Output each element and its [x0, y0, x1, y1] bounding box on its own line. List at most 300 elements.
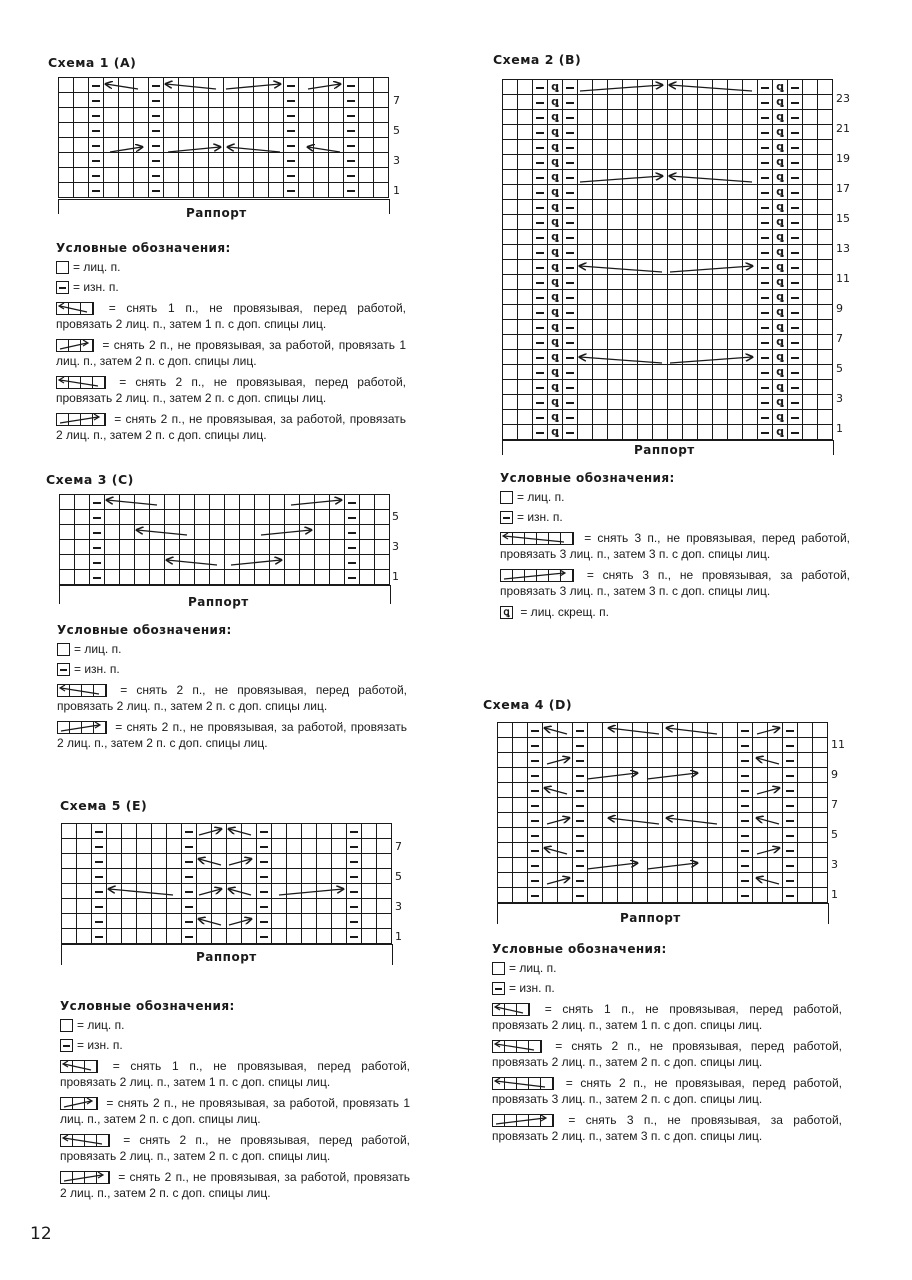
purl-cell [788, 350, 803, 365]
knit-cell [803, 320, 818, 335]
knit-cell [242, 869, 257, 884]
purl-cell [533, 215, 548, 230]
knit-cell [317, 824, 332, 839]
knit-cell [713, 365, 728, 380]
knit-cell [107, 824, 122, 839]
knit-cell [633, 723, 648, 738]
knit-cell [104, 168, 119, 183]
knit-cell [638, 365, 653, 380]
chart-row [62, 914, 392, 929]
purl-cell [788, 170, 803, 185]
knit-cell [362, 869, 377, 884]
knit-cell [768, 798, 783, 813]
chart-row [503, 110, 833, 125]
knit-cell [74, 123, 89, 138]
knit-cell [518, 200, 533, 215]
knit-cell [713, 200, 728, 215]
knit-cell [633, 783, 648, 798]
chart-row [60, 570, 390, 585]
knit-cell [180, 570, 195, 585]
knit-cell [708, 828, 723, 843]
knit-cell [798, 783, 813, 798]
knit-cell [713, 215, 728, 230]
row-number: 5 [395, 870, 402, 883]
knit-cell [77, 824, 92, 839]
row-number: 1 [392, 570, 399, 583]
knit-cell [503, 80, 518, 95]
knit-cell [603, 843, 618, 858]
purl-cell [563, 185, 578, 200]
row-number: 5 [392, 510, 399, 523]
purl-cell [758, 200, 773, 215]
knit-cell [818, 260, 833, 275]
knit-cell [498, 813, 513, 828]
knit-cell [698, 110, 713, 125]
knit-cell [330, 495, 345, 510]
purl-cell [533, 155, 548, 170]
twisted-knit-cell: ꝗ [548, 260, 563, 275]
chart-row [60, 495, 390, 510]
knit-cell [179, 168, 194, 183]
purl-cell [284, 183, 299, 198]
knit-cell [603, 858, 618, 873]
knit-cell [543, 813, 558, 828]
purl-cell [90, 525, 105, 540]
knit-cell [728, 230, 743, 245]
chart-row [498, 813, 828, 828]
knit-cell [633, 798, 648, 813]
knit-cell [518, 80, 533, 95]
knit-cell [593, 395, 608, 410]
knit-cell [653, 380, 668, 395]
knit-cell [623, 290, 638, 305]
knit-cell [713, 275, 728, 290]
knit-cell [603, 828, 618, 843]
knit-cell [698, 215, 713, 230]
knit-cell [314, 183, 329, 198]
knit-cell [608, 95, 623, 110]
knit-cell [558, 783, 573, 798]
knit-cell [317, 854, 332, 869]
knit-cell [663, 888, 678, 903]
chart-row [503, 380, 833, 395]
knit-stitch-icon [56, 261, 69, 274]
knit-cell [227, 884, 242, 899]
knit-cell [375, 510, 390, 525]
knit-cell [134, 108, 149, 123]
knit-cell [798, 768, 813, 783]
knit-cell [272, 914, 287, 929]
purl-cell [533, 110, 548, 125]
knit-cell [513, 873, 528, 888]
purl-cell [783, 828, 798, 843]
knit-cell [713, 260, 728, 275]
chart-row [498, 798, 828, 813]
knit-cell [588, 843, 603, 858]
knit-cell [374, 78, 389, 93]
purl-cell [758, 95, 773, 110]
knit-cell [593, 260, 608, 275]
knit-cell [558, 888, 573, 903]
row-number: 11 [831, 738, 845, 751]
knit-cell [330, 525, 345, 540]
row-number: 7 [393, 94, 400, 107]
purl-cell [90, 570, 105, 585]
purl-cell [788, 80, 803, 95]
twisted-knit-cell: ꝗ [773, 275, 788, 290]
knit-cell [588, 828, 603, 843]
knit-cell [803, 215, 818, 230]
knit-cell [269, 138, 284, 153]
knit-cell [135, 540, 150, 555]
knit-cell [668, 425, 683, 440]
knit-cell [653, 335, 668, 350]
purl-cell [347, 824, 362, 839]
knit-cell [167, 839, 182, 854]
purl-cell [92, 929, 107, 944]
purl-cell [783, 873, 798, 888]
purl-cell [89, 153, 104, 168]
purl-cell [783, 798, 798, 813]
purl-cell [92, 839, 107, 854]
purl-cell [345, 570, 360, 585]
legend-item-cable-2-1-right: = снять 2 п., не провязывая, за работой, провязать 1 лиц. п., затем 2 п. с доп. спицы лиц. [60, 1095, 410, 1126]
knit-cell [623, 260, 638, 275]
knit-cell [212, 914, 227, 929]
knit-cell [107, 854, 122, 869]
purl-cell [89, 168, 104, 183]
purl-cell [533, 425, 548, 440]
purl-cell [528, 873, 543, 888]
purl-cell [344, 78, 359, 93]
rapport-label: Раппорт [188, 595, 249, 609]
knit-cell [77, 839, 92, 854]
knit-cell [224, 93, 239, 108]
knit-cell [209, 168, 224, 183]
knit-cell [498, 798, 513, 813]
knit-cell [329, 153, 344, 168]
knit-cell [134, 78, 149, 93]
purl-stitch-icon [492, 982, 505, 995]
knit-cell [255, 495, 270, 510]
purl-cell [758, 290, 773, 305]
knit-cell [287, 929, 302, 944]
knit-cell [633, 828, 648, 843]
knit-cell [593, 215, 608, 230]
knit-cell [503, 95, 518, 110]
knit-cell [104, 93, 119, 108]
purl-cell [92, 899, 107, 914]
knit-cell [663, 858, 678, 873]
knit-cell [698, 230, 713, 245]
twisted-knit-cell: ꝗ [548, 125, 563, 140]
knit-cell [648, 723, 663, 738]
legend-item-cable-2-2-left: = снять 2 п., не провязывая, перед работой, провязать 2 лиц. п., затем 2 п. с доп. спицы лиц. [57, 682, 407, 713]
purl-cell [738, 738, 753, 753]
knit-cell [668, 245, 683, 260]
knit-cell [608, 140, 623, 155]
knit-cell [272, 854, 287, 869]
knit-cell [803, 275, 818, 290]
knit-cell [683, 110, 698, 125]
purl-cell [738, 843, 753, 858]
knit-cell [503, 185, 518, 200]
knit-cell [332, 824, 347, 839]
knit-cell [302, 824, 317, 839]
knit-cell [254, 108, 269, 123]
knit-cell [360, 540, 375, 555]
row-number: 9 [831, 768, 838, 781]
knit-cell [663, 798, 678, 813]
purl-cell [758, 155, 773, 170]
purl-cell [563, 275, 578, 290]
chart-row [59, 108, 389, 123]
knit-cell [498, 723, 513, 738]
knit-cell [359, 108, 374, 123]
knit-cell [558, 828, 573, 843]
purl-cell [758, 350, 773, 365]
purl-cell [182, 869, 197, 884]
purl-cell [182, 929, 197, 944]
knit-cell [683, 335, 698, 350]
knit-cell [119, 153, 134, 168]
purl-cell [788, 185, 803, 200]
knit-cell [543, 888, 558, 903]
knit-cell [723, 753, 738, 768]
knit-cell [578, 95, 593, 110]
knit-cell [374, 153, 389, 168]
cable-right-3-icon [60, 1097, 98, 1110]
knit-cell [225, 555, 240, 570]
purl-cell [758, 275, 773, 290]
legend-item-purl: = изн. п. [56, 279, 406, 296]
knit-cell [743, 155, 758, 170]
knit-cell [317, 929, 332, 944]
row-number: 1 [836, 422, 843, 435]
purl-cell [563, 395, 578, 410]
purl-cell [788, 215, 803, 230]
knit-cell [698, 335, 713, 350]
knit-cell [768, 783, 783, 798]
purl-cell [284, 78, 299, 93]
knit-cell [224, 168, 239, 183]
knit-cell [179, 93, 194, 108]
knit-cell [105, 540, 120, 555]
purl-cell [344, 183, 359, 198]
chart-row [62, 899, 392, 914]
purl-cell [788, 200, 803, 215]
knit-cell [498, 843, 513, 858]
knit-cell [578, 350, 593, 365]
knit-cell [753, 858, 768, 873]
knit-cell [653, 140, 668, 155]
twisted-knit-cell: ꝗ [548, 275, 563, 290]
knit-cell [518, 125, 533, 140]
knit-cell [62, 824, 77, 839]
knit-cell [743, 200, 758, 215]
knit-cell [134, 183, 149, 198]
knit-cell [683, 425, 698, 440]
knit-cell [588, 753, 603, 768]
knit-cell [135, 570, 150, 585]
purl-cell [533, 185, 548, 200]
knit-cell [374, 123, 389, 138]
purl-cell [758, 365, 773, 380]
purl-cell [788, 275, 803, 290]
purl-cell [788, 320, 803, 335]
knit-cell [813, 768, 828, 783]
knit-cell [798, 753, 813, 768]
knit-cell [164, 93, 179, 108]
knit-cell [212, 824, 227, 839]
chart-row [60, 510, 390, 525]
knit-cell [593, 365, 608, 380]
knit-cell [558, 768, 573, 783]
knit-cell [513, 813, 528, 828]
knit-cell [314, 123, 329, 138]
knit-cell [578, 200, 593, 215]
purl-cell [149, 138, 164, 153]
purl-cell [344, 108, 359, 123]
purl-cell [528, 858, 543, 873]
purl-cell [89, 78, 104, 93]
knit-cell [518, 110, 533, 125]
purl-cell [92, 884, 107, 899]
purl-cell [533, 305, 548, 320]
knit-cell [768, 738, 783, 753]
rapport-label: Раппорт [620, 911, 681, 925]
knit-cell [210, 510, 225, 525]
knit-cell [543, 738, 558, 753]
knit-cell [179, 108, 194, 123]
knit-cell [633, 843, 648, 858]
row-number: 19 [836, 152, 850, 165]
knit-cell [678, 828, 693, 843]
chart-row [498, 723, 828, 738]
row-number: 9 [836, 302, 843, 315]
knit-cell [668, 275, 683, 290]
purl-cell [738, 753, 753, 768]
knit-cell [498, 858, 513, 873]
knit-cell [272, 824, 287, 839]
knit-cell [653, 395, 668, 410]
knit-cell [768, 873, 783, 888]
knit-cell [608, 335, 623, 350]
knit-cell [653, 95, 668, 110]
knit-cell [593, 155, 608, 170]
cable-left-4-icon [492, 1040, 542, 1053]
knit-cell [104, 123, 119, 138]
knit-cell [503, 320, 518, 335]
purl-cell [758, 125, 773, 140]
knit-cell [588, 723, 603, 738]
knit-cell [653, 320, 668, 335]
knit-cell [813, 798, 828, 813]
knit-cell [179, 138, 194, 153]
knit-cell [603, 768, 618, 783]
row-number: 1 [395, 930, 402, 943]
knit-cell [698, 350, 713, 365]
knit-cell [360, 495, 375, 510]
purl-cell [345, 540, 360, 555]
knit-cell [513, 723, 528, 738]
knit-cell [623, 365, 638, 380]
knit-cell [503, 155, 518, 170]
knit-cell [668, 110, 683, 125]
legend-item-knit: = лиц. п. [56, 259, 406, 276]
chart-row [503, 290, 833, 305]
purl-cell [563, 350, 578, 365]
knit-cell [588, 738, 603, 753]
chart-row [59, 93, 389, 108]
twisted-knit-cell: ꝗ [548, 305, 563, 320]
knit-cell [818, 305, 833, 320]
purl-cell [89, 123, 104, 138]
knit-cell [374, 183, 389, 198]
knit-cell [803, 140, 818, 155]
knit-cell [618, 828, 633, 843]
purl-cell [182, 884, 197, 899]
knit-cell [813, 813, 828, 828]
knit-cell [803, 290, 818, 305]
knit-stitch-icon [492, 962, 505, 975]
chart-row [498, 858, 828, 873]
knit-cell [60, 495, 75, 510]
legend-item-purl: = изн. п. [500, 509, 850, 526]
knit-cell [608, 125, 623, 140]
twisted-knit-cell: ꝗ [773, 410, 788, 425]
knit-cell [374, 93, 389, 108]
knit-cell [164, 183, 179, 198]
knit-cell [593, 125, 608, 140]
purl-stitch-icon [57, 663, 70, 676]
twisted-knit-cell: ꝗ [773, 80, 788, 95]
knit-cell [119, 108, 134, 123]
knit-cell [503, 365, 518, 380]
knit-cell [708, 753, 723, 768]
knit-cell [299, 123, 314, 138]
purl-cell [533, 290, 548, 305]
knit-cell [743, 290, 758, 305]
knit-cell [728, 80, 743, 95]
knit-cell [62, 839, 77, 854]
knit-cell [503, 110, 518, 125]
knit-cell [119, 123, 134, 138]
knit-cell [678, 888, 693, 903]
knit-cell [255, 510, 270, 525]
knit-cell [152, 839, 167, 854]
knit-cell [150, 525, 165, 540]
knit-cell [239, 168, 254, 183]
knit-cell [120, 510, 135, 525]
purl-cell [284, 168, 299, 183]
row-number: 5 [831, 828, 838, 841]
knit-cell [224, 123, 239, 138]
knit-cell [798, 738, 813, 753]
knit-cell [375, 555, 390, 570]
knit-cell [518, 380, 533, 395]
twisted-knit-cell: ꝗ [548, 80, 563, 95]
knit-cell [240, 540, 255, 555]
knit-cell [603, 873, 618, 888]
knit-cell [498, 888, 513, 903]
knit-cell [498, 828, 513, 843]
knit-cell [683, 275, 698, 290]
knit-cell [633, 873, 648, 888]
knit-cell [803, 395, 818, 410]
chart-row [59, 123, 389, 138]
knit-cell [242, 839, 257, 854]
